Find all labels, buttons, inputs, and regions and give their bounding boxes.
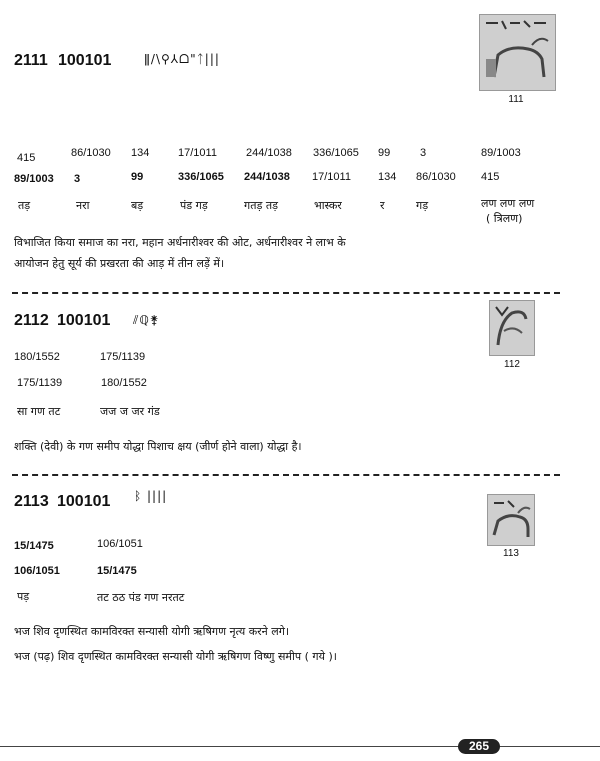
entry-2111-r3-c2: नरा bbox=[76, 199, 90, 212]
seal-image-111 bbox=[479, 14, 556, 91]
entry-2111-r1-c5: 244/1038 bbox=[246, 147, 292, 159]
entry-2111-r1-c1: 415 bbox=[17, 152, 36, 164]
entry-2113-r1-c2: 106/1051 bbox=[97, 538, 143, 550]
entry-2111-r3-c4: पंड गड़ bbox=[180, 199, 208, 212]
entry-2111-r1-c4: 17/1011 bbox=[178, 147, 217, 159]
entry-2111-r2-c9: 415 bbox=[481, 171, 500, 183]
entry-2111-r3-c3: बड़ bbox=[131, 199, 144, 212]
section-divider-1 bbox=[12, 292, 560, 294]
entry-2113-r1-c1: 15/1475 bbox=[14, 540, 54, 552]
entry-2111-r1-c8: 3 bbox=[420, 147, 427, 159]
entry-2111-r3-extra: ( त्रिलण) bbox=[486, 212, 523, 225]
entry-2112-r2-c2: 180/1552 bbox=[101, 377, 147, 389]
entry-2111-r1-c2: 86/1030 bbox=[71, 147, 111, 159]
entry-2111-para-line1: विभाजित किया समाज का नरा, महान अर्धनारीश्वर की ओट, अर्धनारीश्वर ने लाभ के bbox=[14, 236, 346, 249]
footer-rule bbox=[0, 746, 600, 747]
entry-2111-r3-c9: लण लण लण bbox=[481, 197, 535, 210]
entry-2111-code: 100101 bbox=[58, 52, 112, 69]
entry-2112-r1-c1: 180/1552 bbox=[14, 351, 60, 363]
entry-2112-code: 100101 bbox=[57, 312, 111, 329]
seal-112-caption: 112 bbox=[504, 359, 520, 370]
entry-2112-id: 2112 bbox=[14, 312, 49, 329]
entry-2111-script: ǁ/\⚲⅄ᗝ"ᛏ||| bbox=[144, 52, 220, 66]
entry-2111-r2-c5: 244/1038 bbox=[244, 171, 290, 183]
entry-2113-para-line1: भज शिव दृणस्थित कामविरक्त सन्यासी योगी ऋषिगण नृत्य करने लगे। bbox=[14, 625, 290, 638]
seal-image-112 bbox=[489, 300, 535, 356]
entry-2111-para-line2: आयोजन हेतु सूर्य की प्रखरता की आड़ में तीन लड़ें में। bbox=[14, 257, 225, 270]
entry-2113-para-line2: भज (पढ़) शिव दृणस्थित कामविरक्त सन्यासी योगी ऋषिगण विष्णु समीप ( गये )। bbox=[14, 650, 337, 663]
entry-2112-para-line1: शक्ति (देवी) के गण समीप योद्धा पिशाच क्षय (जीर्ण होने वाला) योद्धा है। bbox=[14, 440, 302, 453]
entry-2113-r2-c2: 15/1475 bbox=[97, 565, 137, 577]
entry-2111-r1-c9: 89/1003 bbox=[481, 147, 521, 159]
entry-2113-r3-c2: तट ठठ पंड गण नरतट bbox=[97, 591, 185, 604]
entry-2111-r2-c8: 86/1030 bbox=[416, 171, 456, 183]
entry-2111-r3-c7: र bbox=[380, 199, 385, 212]
entry-2112-r3-c1: सा गण तट bbox=[17, 405, 61, 418]
entry-2112-script: ⫽ℚ⚵ bbox=[133, 313, 160, 327]
entry-2111-r2-c1: 89/1003 bbox=[14, 173, 54, 185]
entry-2111-id: 2111 bbox=[14, 52, 48, 69]
seal-111-caption: 111 bbox=[508, 94, 524, 105]
entry-2113-script: ᛒ |||| bbox=[134, 489, 168, 503]
seal-111-icon bbox=[480, 15, 555, 90]
entry-2111-r3-c1: तड़ bbox=[18, 199, 31, 212]
seal-image-113 bbox=[487, 494, 535, 546]
seal-113-icon bbox=[488, 495, 534, 545]
entry-2111-r2-c7: 134 bbox=[378, 171, 397, 183]
entry-2111-r2-c3: 99 bbox=[131, 171, 144, 183]
section-divider-2 bbox=[12, 474, 560, 476]
entry-2112-r2-c1: 175/1139 bbox=[17, 377, 63, 389]
entry-2111-r2-c6: 17/1011 bbox=[312, 171, 351, 183]
entry-2112-r3-c2: जज ज जर गंड bbox=[100, 405, 160, 418]
entry-2111-r3-c5: गतड़ तड़ bbox=[244, 199, 278, 212]
entry-2111-r2-c4: 336/1065 bbox=[178, 171, 224, 183]
entry-2111-r2-c2: 3 bbox=[74, 173, 81, 185]
entry-2112-r1-c2: 175/1139 bbox=[100, 351, 146, 363]
entry-2111-r1-c3: 134 bbox=[131, 147, 150, 159]
entry-2111-r1-c7: 99 bbox=[378, 147, 391, 159]
page-number: 265 bbox=[458, 739, 500, 754]
entry-2113-id: 2113 bbox=[14, 493, 49, 510]
entry-2113-r2-c1: 106/1051 bbox=[14, 565, 60, 577]
entry-2111-r3-c6: भास्कर bbox=[314, 199, 342, 212]
entry-2111-r1-c6: 336/1065 bbox=[313, 147, 359, 159]
entry-2113-code: 100101 bbox=[57, 493, 111, 510]
entry-2111-r3-c8: गड़ bbox=[416, 199, 429, 212]
entry-2113-r3-c1: पड़ bbox=[17, 590, 30, 603]
seal-112-icon bbox=[490, 301, 534, 355]
seal-113-caption: 113 bbox=[503, 548, 519, 559]
